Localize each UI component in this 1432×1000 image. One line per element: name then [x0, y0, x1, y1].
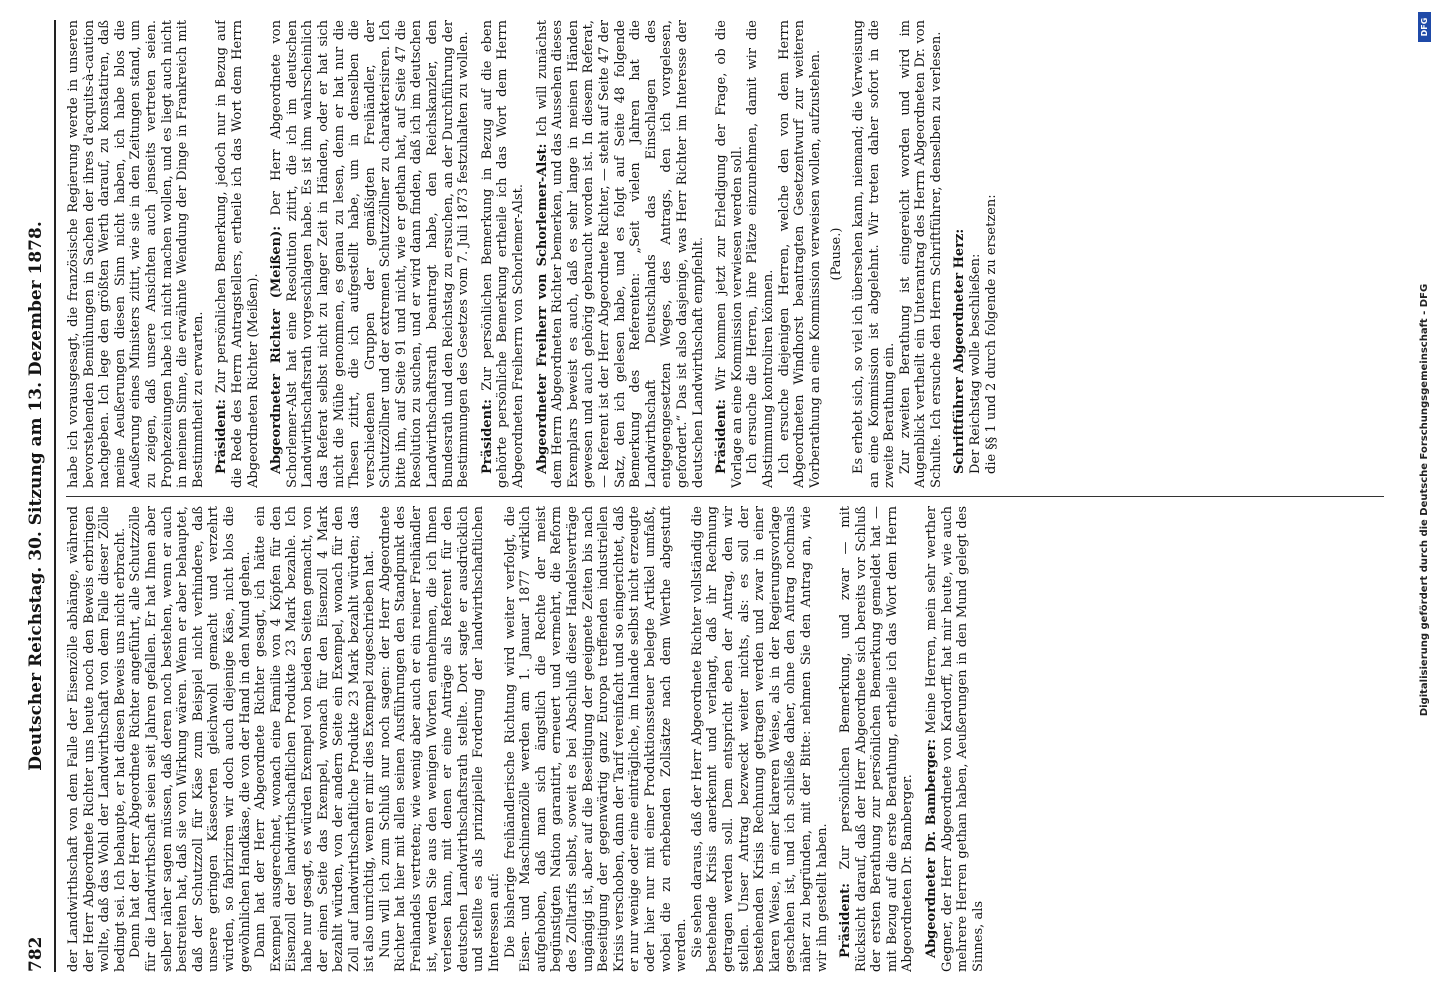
paragraph: Dann hat der Herr Abgeordnete Richter gesagt, ich hätte ein Exempel ausgerechnet, wonach eine Familie von 4 Köpfen für den Eisenzoll der landwirthschaftlichen Produkte 23 Mark bezahle. Ich habe nur gesagt, es würden Exempel von beiden Seiten gemacht, von der einen Seite das Exempel, wonach für den Eisenzoll 4 Mark bezahlt würden, von der andern Seite ein Exempel, wonach für den Zoll auf landwirthschaftliche Produkte 23 Mark bezahlt würden; das ist also unrichtig, wenn er mir dies Exempel zugeschrieben hat. — [253, 506, 378, 972]
speaker-label: Abgeordneter Freiherr von Schorlemer-Alst: — [534, 143, 550, 474]
speaker-label: Abgeordneter Dr. Bamberger: — [924, 738, 940, 958]
page-title: Deutscher Reichstag. 30. Sitzung am 13. Dezember 1878. — [26, 221, 46, 771]
speech-paragraph — [269, 20, 472, 488]
paragraph: Sie sehen daraus, daß der Herr Abgeordnete Richter vollständig die bestehende Krisis anerkennt und verlangt, daß ihr Rechnung getragen werden soll. Dem entspricht eben der Antrag, den wir stellen. Unser Antrag bezweckt weiter nichts, als: es soll der bestehenden Krisis Rechnung getragen werden und zwar in einer klaren Weise, in einer klareren Weise, als in der Regierungsvorlage geschehen ist, und ich schließe daher, ohne den Antrag nochmals näher zu begründen, mit der Bitte: nehmen Sie den Antrag an, wie wir ihn gestellt haben. — [689, 506, 830, 972]
speaker-label: Schriftführer Abgeordneter Herz: — [952, 228, 968, 474]
digitization-credit: Digitalisierung gefördert durch die Deutsche Forschungsgemeinschaft - DFG — [1419, 283, 1430, 717]
digitization-credit-rotated — [1418, 0, 1432, 1000]
speaker-label: Abgeordneter Richter (Meißen): — [269, 225, 285, 474]
speaker-label: Präsident: — [214, 399, 230, 474]
speaker-label: Präsident: — [479, 399, 495, 474]
left-column — [66, 506, 1384, 972]
speech-text: Wir kommen jetzt zur Erledigung der Frage, ob die Vorlage an eine Kommission verwiesen werden soll. — [714, 20, 745, 488]
speech-text: Ich will zunächst dem Herrn Abgeordneten Richter bemerken, und das Aussehen dieses Exemplars beweist es auch, daß es sehr lange in meinen Händen gewesen und auch gehörig gebraucht worden ist. In diesem Referat, — Referent ist der Herr Abgeordnete Richter, — steht auf Seite 47 der Satz, den ich gelesen habe, und es folgt auf Seite 48 folgende Bemerkung des Referenten: „Seit vielen Jahren hat die Landwirthschaft Deutschlands das Einschlagen des entgegengesetzten Weges, des Antrags, den ich vorgelesen, gefordert.“ Das ist also dasjenige, was Herr Richter im Interesse der deutschen Landwirthschaft empfiehlt. — [534, 20, 706, 488]
speech-paragraph — [480, 20, 527, 488]
speaker-label: Präsident: — [838, 883, 854, 958]
paragraph: Nun will ich zum Schluß nur noch sagen: der Herr Abgeordnete Richter hat hier mit allen seinen Ausführungen den Standpunkt des Freihandels vertreten; wie wenig aber auch er ein reiner Freihändler ist, werden Sie aus den wenigen Worten entnehmen, die ich Ihnen verlesen kann, mit denen er eine Anträge als Referent für den deutschen Landwirthschaftsrath stellte. Dort sagte er ausdrücklich und stellte es als prinzipielle Forderung der landwirthschaftlichen Interessen auf: — [377, 506, 503, 972]
pause-note: (Pause.) — [829, 227, 845, 281]
speech-paragraph — [952, 20, 968, 488]
quoted-resolution: Die bisherige freihändlerische Richtung wird weiter verfolgt, die Eisen- und Maschinenzölle werden am 1. Januar 1877 wirklich aufgehoben, daß man sich ängstlich die Rechte der meist begünstigten Nation garantirt, erneuert und vermehrt, die Reform des Zolltarifs selbst, soweit es bei Abschluß dieser Handelsverträge ungängig ist, aber auf die Beseitigung der geeignete Zeiten bis nach Beseitigung der gegenwärtig ganz Europa treffenden industriellen Krisis verschoben, dann der Tarif vereinfacht und so eingerichtet, daß er nur wenige oder eine einträgliche, im Inlande selbst nicht erzeugte oder hier nur mit einer Produktionssteuer belegte Artikel umfaßt, wobei die zu erhebenden Zollsätze nach dem Werthe abgestuft werden. — [502, 506, 690, 972]
speech-text: Meine Herren, mein sehr werther Gegner, der Herr Abgeordnete von Kardorff, hat mir heute, wie auch mehrere Herren gethan haben, Aeußerungen in den Mund gelegt des Sinnes, als — [924, 506, 986, 972]
quote-line: Der Reichstag wolle beschließen: — [968, 253, 984, 474]
column-divider — [66, 496, 1384, 497]
paragraph: Denn hat der Herr Abgeordnete Richter angeführt, alle Schutzzölle für die Landwirthschaft seien seit Jahren gefallen. Er hat Ihnen aber selber näher sagen müssen, daß deren noch bestehen, wenn er auch bestreiten hat, daß sie von Wirkung wären. Wenn er aber behauptet, daß der Schutzzoll für Käse zum Beispiel nicht verhindere, daß unsere geringen Käsesorten gleichwohl gemacht und verzehrt würden, so fabriziren wir doch auch diejenige Käse, nicht blos die gewöhnlichen Handkäse, die von der Hand in den Mund gehen. — [128, 506, 253, 972]
page-number: 782 — [26, 936, 46, 972]
speech-text: Zur persönlichen Bemerkung in Bezug auf die eben gehörte persönliche Bemerkung ertheile ich das Wort dem Herrn Abgeordneten Freiherrn von Schorlemer-Alst. — [479, 20, 527, 488]
header-rule — [54, 20, 56, 972]
paragraph: der Landwirthschaft von dem Falle der Eisenzölle abhänge, während der Herr Abgeordnete Richter uns heute noch den Beweis erbringen wollte, daß das Wohl der Landwirthschaft von dem Falle dieser Zölle bedingt sei. Ich behaupte, er hat diesen Beweis uns nicht erbracht. — [66, 506, 128, 972]
speech-text: Zur persönlichen Bemerkung, jedoch nur in Bezug auf die Rede des Herrn Antragstellers, ertheile ich das Wort dem Herrn Abgeordneten Richter (Meißen). — [214, 20, 261, 488]
speech-text: Der Herr Abgeordnete von Schorlemer-Alst hat eine Resolution zitirt, die ich im deutschen Landwirthschaftsrath vorgeschlagen habe. Es ist ihm wahrscheinlich das Referat selbst nicht zu langer Zeit in Händen, oder er hat sich nicht die Mühe genommen, es genau zu lesen, denn er hat nur die Thesen zitirt, die ich aufgestellt habe, um in denselben die verschiedenen Gruppen der gemäßigten Freihändler, der Schutzzöllner und der extremen Schutzzöllner zu charakterisiren. Ich bitte ihn, auf Seite 91 und nicht, wie er gethan hat, auf Seite 47 die Resolution zu suchen, und er wird dann finden, daß ich im deutschen Landwirthschaftsrath beantragt habe, den Reichskanzler, den Bundesrath und den Reichstag zu ersuchen, an der Durchführung der Bestimmungen des Gesetzes vom 7. Juli 1873 festzuhalten zu wollen. — [269, 20, 472, 488]
quote-line: die §§ 1 und 2 durch folgende zu ersetzen: — [983, 194, 999, 474]
paragraph: Ich ersuche diejenigen Herren, welche den von dem Herrn Abgeordneten Windhorst beantragten Gesetzentwurf zur weiteren Vorberathung an eine Kommission verweisen wollen, aufzustehen. — [776, 20, 823, 488]
speaker-label: Präsident: — [714, 399, 730, 474]
dfg-logo-text: DFG — [1420, 17, 1429, 37]
paragraph: Ich ersuche die Herren, ihre Plätze einzunehmen, damit wir die Abstimmung kontroliren können. — [745, 20, 776, 488]
speech-paragraph — [214, 20, 261, 488]
speech-paragraph — [924, 506, 986, 972]
paragraph: Zur zweiten Berathung ist eingereicht worden und wird im Augenblick vertheilt ein Unterantrag des Herrn Abgeordneten Dr. von Schulte. Ich ersuche den Herrn Schriftführer, denselben zu verlesen. — [897, 20, 944, 488]
right-column — [66, 20, 1384, 488]
speech-paragraph — [838, 506, 916, 972]
speech-paragraph — [714, 20, 745, 488]
dfg-logo — [1418, 12, 1431, 42]
speech-paragraph — [535, 20, 707, 488]
speech-text: Zur persönlichen Bemerkung, und zwar — mit Rücksicht darauf, daß der Herr Abgeordnete sich bereits vor Schluß der ersten Berathung zur persönlichen Bemerkung gemeldet hat — mit Bezug auf die erste Berathung, ertheile ich das Wort dem Herrn Abgeordneten Dr. Bamberger. — [838, 506, 916, 972]
paragraph: habe ich vorausgesagt, die französische Regierung werde in unseren bevorstehenden Bemühungen in Sachen der ihres d'acquits-à-caution nachgeben. Ich lege den größten Werth darauf, zu konstatiren, daß meine Aeußerungen diesen Sinn nicht haben, ich habe blos die Aeußerung eines Ministers zitirt, wie sie in den Zeitungen stand, um zu zeigen, daß unsere Ansichten auch jenseits vertreten seien. Prophezeiungen habe ich nicht machen wollen, und es liegt auch nicht in meinem Sinne, die erwähnte Wendung der Dinge in Frankreich mit Bestimmtheit zu erwarten. — [66, 20, 206, 488]
page-header — [24, 20, 54, 972]
digitization-credit-bar — [1418, 0, 1432, 1000]
paragraph: Es erhebt sich, so viel ich übersehen kann, niemand; die Verweisung an eine Kommission ist abgelehnt. Wir treten daher sofort in die zweite Berathung ein. — [850, 20, 898, 488]
